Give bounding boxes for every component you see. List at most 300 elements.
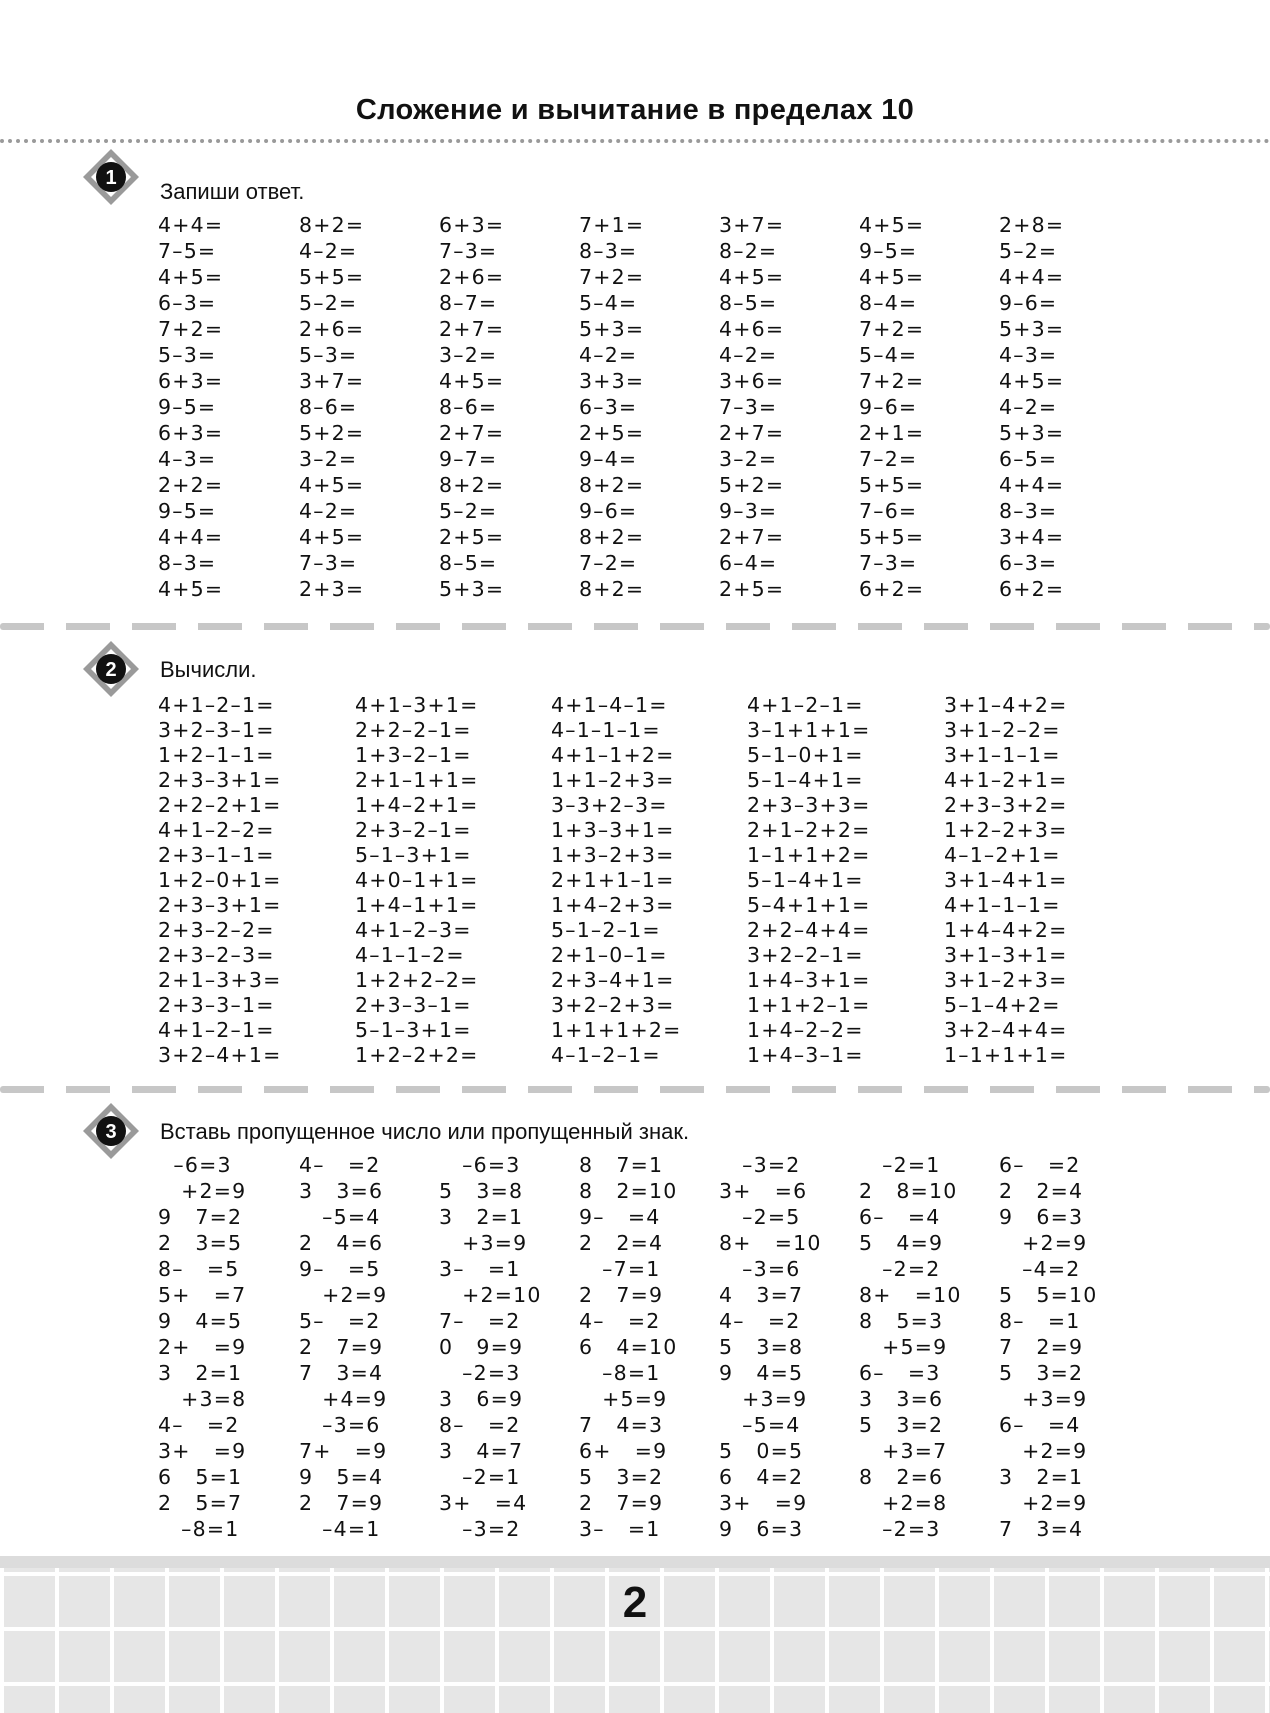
example-expression: 7+2= xyxy=(579,265,645,289)
example-expression: 2+3–3–1= xyxy=(158,993,275,1017)
example-expression: 3+ =9 xyxy=(158,1439,247,1463)
example-expression: 1+1+2–1= xyxy=(747,993,871,1017)
example-expression: 4–2= xyxy=(999,395,1058,419)
example-expression: 6 4=2 xyxy=(719,1465,804,1489)
example-expression: 2+1–1+1= xyxy=(355,768,479,792)
example-expression: 4–2= xyxy=(299,499,358,523)
example-expression: +3=7 xyxy=(859,1439,948,1463)
example-expression: 5–1–0+1= xyxy=(747,743,864,767)
example-expression: 7–3= xyxy=(859,551,918,575)
example-expression: 2+3–3–1= xyxy=(355,993,472,1017)
example-expression: 5–4= xyxy=(579,291,638,315)
example-expression: 9–3= xyxy=(719,499,778,523)
example-expression: 8– =1 xyxy=(999,1309,1081,1333)
example-expression: 3 2=1 xyxy=(999,1465,1084,1489)
example-expression: 3 2=1 xyxy=(439,1205,524,1229)
section-divider xyxy=(0,623,1270,630)
example-expression: 9– =4 xyxy=(579,1205,661,1229)
example-expression: 3– =1 xyxy=(439,1257,521,1281)
example-expression: 4– =2 xyxy=(158,1413,240,1437)
example-expression: 6–5= xyxy=(999,447,1058,471)
example-expression: 3 3=6 xyxy=(859,1387,944,1411)
example-expression: 7 4=3 xyxy=(579,1413,664,1437)
example-column xyxy=(299,1152,387,1542)
example-expression: 1+4–2+3= xyxy=(551,893,675,917)
example-expression: +4=9 xyxy=(299,1387,388,1411)
example-expression: 6–3= xyxy=(158,291,217,315)
example-expression: 1+4–2–2= xyxy=(747,1018,864,1042)
example-expression: 5–4+1+1= xyxy=(747,893,871,917)
example-expression: 4+1–1–1= xyxy=(944,893,1061,917)
page-number: 2 xyxy=(622,1578,648,1627)
example-expression: 7–6= xyxy=(859,499,918,523)
example-column xyxy=(579,212,644,602)
example-expression: 4+5= xyxy=(859,213,925,237)
example-expression: 4+5= xyxy=(439,369,505,393)
example-expression: –2=1 xyxy=(859,1153,941,1177)
example-expression: 3+6= xyxy=(719,369,785,393)
example-expression: 4–1–1–2= xyxy=(355,943,465,967)
example-column xyxy=(719,212,784,602)
example-expression: 4+6= xyxy=(719,317,785,341)
example-expression: –3=2 xyxy=(439,1517,521,1541)
example-expression: 2+3–3+1= xyxy=(158,768,282,792)
example-expression: 7+1= xyxy=(579,213,645,237)
example-expression: 4+1–2–2= xyxy=(158,818,275,842)
example-expression: 4+5= xyxy=(859,265,925,289)
example-expression: +3=9 xyxy=(719,1387,808,1411)
page-title: Сложение и вычитание в пределах 10 xyxy=(355,94,915,126)
example-expression: 5–1–4+1= xyxy=(747,768,864,792)
example-expression: 3+1–3+1= xyxy=(944,943,1068,967)
example-expression: –5=4 xyxy=(299,1205,381,1229)
example-expression: 4–2= xyxy=(299,239,358,263)
example-expression: 3+7= xyxy=(719,213,785,237)
example-expression: –4=1 xyxy=(299,1517,381,1541)
example-expression: –5=4 xyxy=(719,1413,801,1437)
example-expression: 8+2= xyxy=(579,577,645,601)
example-expression: 8–6= xyxy=(439,395,498,419)
example-expression: –8=1 xyxy=(579,1361,661,1385)
example-expression: 7–2= xyxy=(859,447,918,471)
example-expression: 9–7= xyxy=(439,447,498,471)
example-expression: 6– =4 xyxy=(859,1205,941,1229)
example-expression: 6–3= xyxy=(579,395,638,419)
example-expression: 3–2= xyxy=(439,343,498,367)
example-expression: 5 3=2 xyxy=(579,1465,664,1489)
example-expression: 8–3= xyxy=(999,499,1058,523)
example-expression: 2+1–0–1= xyxy=(551,943,668,967)
example-expression: 6–4= xyxy=(719,551,778,575)
example-expression: 5+5= xyxy=(299,265,365,289)
example-expression: 9 5=4 xyxy=(299,1465,384,1489)
example-expression: 5 3=8 xyxy=(719,1335,804,1359)
example-expression: –3=2 xyxy=(719,1153,801,1177)
example-expression: +2=9 xyxy=(299,1283,388,1307)
example-expression: 9–6= xyxy=(859,395,918,419)
task-2-number-badge xyxy=(81,639,141,699)
example-expression: 2+3–2–2= xyxy=(158,918,275,942)
example-expression: 9–5= xyxy=(158,395,217,419)
example-column xyxy=(551,693,681,1068)
example-expression: +2=9 xyxy=(999,1439,1088,1463)
example-column xyxy=(579,1152,678,1542)
example-expression: 2+3–3+3= xyxy=(747,793,871,817)
example-expression: 3+3= xyxy=(579,369,645,393)
example-column xyxy=(719,1152,822,1542)
example-expression: 5–3= xyxy=(158,343,217,367)
example-expression: 4–1–1–1= xyxy=(551,718,661,742)
example-column xyxy=(747,693,871,1068)
example-expression: 9–6= xyxy=(999,291,1058,315)
example-expression: 5–2= xyxy=(299,291,358,315)
example-expression: 8–3= xyxy=(579,239,638,263)
example-expression: +2=9 xyxy=(158,1179,247,1203)
example-expression: 2+ =9 xyxy=(158,1335,247,1359)
example-expression: –2=3 xyxy=(439,1361,521,1385)
example-expression: 4–1–2+1= xyxy=(944,843,1061,867)
example-expression: –6=3 xyxy=(158,1153,232,1177)
example-expression: 2+8= xyxy=(999,213,1065,237)
example-expression: 1+4–3–1= xyxy=(747,1043,864,1067)
example-expression: 4–3= xyxy=(999,343,1058,367)
section-divider xyxy=(0,1086,1270,1093)
example-expression: –2=3 xyxy=(859,1517,941,1541)
example-expression: 8–4= xyxy=(859,291,918,315)
example-expression: 5–3= xyxy=(299,343,358,367)
example-expression: 8 2=6 xyxy=(859,1465,944,1489)
example-expression: 7 2=9 xyxy=(999,1335,1084,1359)
example-expression: 6– =2 xyxy=(999,1153,1081,1177)
example-expression: 5–1–2–1= xyxy=(551,918,661,942)
example-expression: 1+2–2+3= xyxy=(944,818,1068,842)
example-expression: 1+2–2+2= xyxy=(355,1043,479,1067)
example-expression: 5+5= xyxy=(859,473,925,497)
example-expression: 4+5= xyxy=(158,577,224,601)
example-column xyxy=(944,693,1068,1068)
example-expression: 4+5= xyxy=(999,369,1065,393)
example-expression: 6+2= xyxy=(859,577,925,601)
example-expression: 1+1+1+2= xyxy=(551,1018,682,1042)
example-expression: 3+1–4+1= xyxy=(944,868,1068,892)
example-column xyxy=(158,693,282,1068)
example-expression: 2+3= xyxy=(299,577,365,601)
example-expression: 9–5= xyxy=(158,499,217,523)
example-expression: +5=9 xyxy=(859,1335,948,1359)
example-expression: 2+3–3+2= xyxy=(944,793,1068,817)
example-column xyxy=(299,212,364,602)
example-expression: 9 4=5 xyxy=(158,1309,243,1333)
example-expression: 3+2–4+4= xyxy=(944,1018,1068,1042)
example-expression: 1+2–0+1= xyxy=(158,868,282,892)
example-expression: 8–6= xyxy=(299,395,358,419)
example-expression: 2 2=4 xyxy=(999,1179,1084,1203)
example-expression: 4+4= xyxy=(999,473,1065,497)
example-expression: 3–2= xyxy=(719,447,778,471)
example-expression: 5 4=9 xyxy=(859,1231,944,1255)
example-expression: 1+4–1+1= xyxy=(355,893,479,917)
example-expression: 4– =2 xyxy=(719,1309,801,1333)
example-expression: 2+7= xyxy=(439,317,505,341)
example-expression: 3+7= xyxy=(299,369,365,393)
example-expression: 8+2= xyxy=(299,213,365,237)
example-expression: 2 2=4 xyxy=(579,1231,664,1255)
example-expression: 5–2= xyxy=(999,239,1058,263)
example-expression: 4+1–1+2= xyxy=(551,743,675,767)
example-expression: 2+3–4+1= xyxy=(551,968,675,992)
example-expression: 5+3= xyxy=(999,317,1065,341)
example-expression: –2=1 xyxy=(439,1465,521,1489)
example-expression: 8– =2 xyxy=(439,1413,521,1437)
example-expression: 7–3= xyxy=(299,551,358,575)
example-column xyxy=(859,212,924,602)
example-expression: 2 4=6 xyxy=(299,1231,384,1255)
example-expression: 3+ =9 xyxy=(719,1491,808,1515)
example-expression: 4+4= xyxy=(158,213,224,237)
example-expression: +2=10 xyxy=(439,1283,542,1307)
example-expression: 4+1–3+1= xyxy=(355,693,479,717)
example-column xyxy=(859,1152,962,1542)
example-expression: 1+4–4+2= xyxy=(944,918,1068,942)
example-expression: 8 5=3 xyxy=(859,1309,944,1333)
example-expression: 1+1–2+3= xyxy=(551,768,675,792)
example-expression: 6+2= xyxy=(999,577,1065,601)
example-expression: 1+4–2+1= xyxy=(355,793,479,817)
example-expression: 2+2= xyxy=(158,473,224,497)
example-expression: 5+5= xyxy=(859,525,925,549)
example-expression: 3+2–2–1= xyxy=(747,943,864,967)
example-expression: –2=5 xyxy=(719,1205,801,1229)
example-expression: 5 3=2 xyxy=(999,1361,1084,1385)
example-expression: 5+2= xyxy=(299,421,365,445)
example-expression: 4– =2 xyxy=(579,1309,661,1333)
example-expression: 9– =5 xyxy=(299,1257,381,1281)
example-expression: +3=9 xyxy=(999,1387,1088,1411)
example-expression: 8–5= xyxy=(439,551,498,575)
example-expression: 2+6= xyxy=(439,265,505,289)
example-expression: 4+4= xyxy=(158,525,224,549)
example-expression: 8+2= xyxy=(439,473,505,497)
example-expression: 9 4=5 xyxy=(719,1361,804,1385)
example-expression: 8– =5 xyxy=(158,1257,240,1281)
example-expression: 5–2= xyxy=(439,499,498,523)
example-expression: 9 6=3 xyxy=(719,1517,804,1541)
example-column xyxy=(158,212,223,602)
example-expression: 5–1–4+1= xyxy=(747,868,864,892)
example-expression: 9–4= xyxy=(579,447,638,471)
example-expression: 4–2= xyxy=(579,343,638,367)
example-expression: 7–3= xyxy=(439,239,498,263)
example-expression: –3=6 xyxy=(299,1413,381,1437)
example-expression: 3–3+2–3= xyxy=(551,793,668,817)
example-expression: 7 3=4 xyxy=(299,1361,384,1385)
example-expression: +3=9 xyxy=(439,1231,528,1255)
example-expression: 9 6=3 xyxy=(999,1205,1084,1229)
example-expression: 6+3= xyxy=(439,213,505,237)
example-expression: 2+3–2–3= xyxy=(158,943,275,967)
task-3-number-badge xyxy=(81,1101,141,1161)
example-expression: 6– =3 xyxy=(859,1361,941,1385)
example-expression: 8–7= xyxy=(439,291,498,315)
example-expression: 2 7=9 xyxy=(579,1491,664,1515)
example-expression: 8+2= xyxy=(579,525,645,549)
task-1-instruction: Запиши ответ. xyxy=(160,179,305,204)
example-column xyxy=(999,212,1064,602)
task-3-number: 3 xyxy=(105,1121,117,1143)
example-expression: –2=2 xyxy=(859,1257,941,1281)
example-expression: 3+ =4 xyxy=(439,1491,528,1515)
example-expression: 2 5=7 xyxy=(158,1491,243,1515)
task-2-instruction: Вычисли. xyxy=(160,657,257,682)
example-expression: 2+2–2–1= xyxy=(355,718,472,742)
example-expression: 2+3–1–1= xyxy=(158,843,275,867)
example-expression: 8+ =10 xyxy=(859,1283,962,1307)
example-expression: 4+5= xyxy=(299,525,365,549)
task-1-number-badge xyxy=(81,147,141,207)
example-expression: 5+3= xyxy=(999,421,1065,445)
title-divider xyxy=(0,139,1270,143)
example-expression: –8=1 xyxy=(158,1517,240,1541)
example-expression: 4+4= xyxy=(999,265,1065,289)
example-column xyxy=(158,1152,246,1542)
example-expression: 6 4=10 xyxy=(579,1335,678,1359)
example-expression: 2 7=9 xyxy=(299,1491,384,1515)
example-expression: 3 4=7 xyxy=(439,1439,524,1463)
example-expression: 0 9=9 xyxy=(439,1335,524,1359)
example-expression: 1+2+2–2= xyxy=(355,968,479,992)
example-expression: 2+3–3+1= xyxy=(158,893,282,917)
example-expression: 2 8=10 xyxy=(859,1179,958,1203)
example-expression: 8+2= xyxy=(579,473,645,497)
example-expression: 3+1–4+2= xyxy=(944,693,1068,717)
example-expression: 4–1–2–1= xyxy=(551,1043,661,1067)
example-expression: 7–2= xyxy=(579,551,638,575)
example-expression: 2+5= xyxy=(719,577,785,601)
example-expression: +5=9 xyxy=(579,1387,668,1411)
example-expression: 5+ =7 xyxy=(158,1283,247,1307)
example-expression: 4 3=7 xyxy=(719,1283,804,1307)
example-expression: 2+3–2–1= xyxy=(355,818,472,842)
example-expression: 3– =1 xyxy=(579,1517,661,1541)
example-expression: 1–1+1+1= xyxy=(944,1043,1068,1067)
example-expression: 5–4= xyxy=(859,343,918,367)
example-expression: 8–5= xyxy=(719,291,778,315)
example-expression: 3 6=9 xyxy=(439,1387,524,1411)
example-expression: 9–6= xyxy=(579,499,638,523)
example-expression: 4– =2 xyxy=(299,1153,381,1177)
example-expression: –7=1 xyxy=(579,1257,661,1281)
example-expression: 2+5= xyxy=(439,525,505,549)
example-expression: 4–2= xyxy=(719,343,778,367)
example-expression: 4–3= xyxy=(158,447,217,471)
example-expression: 5 3=2 xyxy=(859,1413,944,1437)
example-expression: 1+3–3+1= xyxy=(551,818,675,842)
example-expression: 6+3= xyxy=(158,369,224,393)
example-expression: 5 5=10 xyxy=(999,1283,1098,1307)
example-column xyxy=(999,1152,1098,1542)
example-expression: 2+2–2+1= xyxy=(158,793,282,817)
example-expression: 4+1–2+1= xyxy=(944,768,1068,792)
example-expression: 4+1–2–1= xyxy=(158,693,275,717)
example-expression: 3+2–4+1= xyxy=(158,1043,282,1067)
example-expression: 4+1–4–1= xyxy=(551,693,668,717)
example-expression: 1+4–3+1= xyxy=(747,968,871,992)
example-expression: 4+0–1+1= xyxy=(355,868,479,892)
example-expression: 5 0=5 xyxy=(719,1439,804,1463)
task-1-number: 1 xyxy=(105,167,117,189)
example-expression: 7– =2 xyxy=(439,1309,521,1333)
example-expression: 6–3= xyxy=(999,551,1058,575)
example-expression: 2+7= xyxy=(439,421,505,445)
example-expression: –3=6 xyxy=(719,1257,801,1281)
example-expression: 5+3= xyxy=(439,577,505,601)
example-expression: 3 2=1 xyxy=(158,1361,243,1385)
example-column xyxy=(439,212,504,602)
example-expression: 5–1–3+1= xyxy=(355,1018,472,1042)
example-expression: 6 5=1 xyxy=(158,1465,243,1489)
example-expression: 4+1–2–3= xyxy=(355,918,472,942)
example-expression: 8 2=10 xyxy=(579,1179,678,1203)
example-expression: 8+ =10 xyxy=(719,1231,822,1255)
example-expression: 2 7=9 xyxy=(579,1283,664,1307)
example-expression: 4+1–2–1= xyxy=(158,1018,275,1042)
example-expression: –6=3 xyxy=(439,1153,521,1177)
example-expression: 2+6= xyxy=(299,317,365,341)
example-expression: 5– =2 xyxy=(299,1309,381,1333)
example-expression: 2+1–2+2= xyxy=(747,818,871,842)
example-expression: 2+1+1–1= xyxy=(551,868,675,892)
example-expression: 7 3=4 xyxy=(999,1517,1084,1541)
example-expression: 7–3= xyxy=(719,395,778,419)
example-expression: 4+5= xyxy=(719,265,785,289)
example-column xyxy=(439,1152,542,1542)
example-expression: 4+5= xyxy=(158,265,224,289)
example-expression: –4=2 xyxy=(999,1257,1081,1281)
example-expression: 6– =4 xyxy=(999,1413,1081,1437)
example-expression: 3+1–2–2= xyxy=(944,718,1061,742)
example-expression: +2=8 xyxy=(859,1491,948,1515)
example-expression: 8–3= xyxy=(158,551,217,575)
example-expression: 9–5= xyxy=(859,239,918,263)
example-expression: 2 3=5 xyxy=(158,1231,243,1255)
example-expression: 7+2= xyxy=(158,317,224,341)
example-expression: +3=8 xyxy=(158,1387,247,1411)
example-expression: 8 7=1 xyxy=(579,1153,664,1177)
example-expression: 5+2= xyxy=(719,473,785,497)
example-expression: 5+3= xyxy=(579,317,645,341)
example-expression: 2+1–3+3= xyxy=(158,968,282,992)
example-expression: 3 3=6 xyxy=(299,1179,384,1203)
example-expression: 4+1–2–1= xyxy=(747,693,864,717)
example-expression: 2+7= xyxy=(719,525,785,549)
example-expression: 3+ =6 xyxy=(719,1179,808,1203)
task-3-instruction: Вставь пропущенное число или пропущенный знак. xyxy=(160,1119,690,1144)
example-expression: 2+5= xyxy=(579,421,645,445)
example-column xyxy=(355,693,479,1068)
example-expression: +2=9 xyxy=(999,1231,1088,1255)
example-expression: 1+3–2–1= xyxy=(355,743,472,767)
example-expression: 2+1= xyxy=(859,421,925,445)
example-expression: 3+2–2+3= xyxy=(551,993,675,1017)
example-expression: 1–1+1+2= xyxy=(747,843,871,867)
task-2-number: 2 xyxy=(105,659,117,681)
example-expression: 2 7=9 xyxy=(299,1335,384,1359)
example-expression: +2=9 xyxy=(999,1491,1088,1515)
example-expression: 3+1–2+3= xyxy=(944,968,1068,992)
example-expression: 2+7= xyxy=(719,421,785,445)
example-expression: 3–1+1+1= xyxy=(747,718,871,742)
example-expression: 1+2–1–1= xyxy=(158,743,275,767)
